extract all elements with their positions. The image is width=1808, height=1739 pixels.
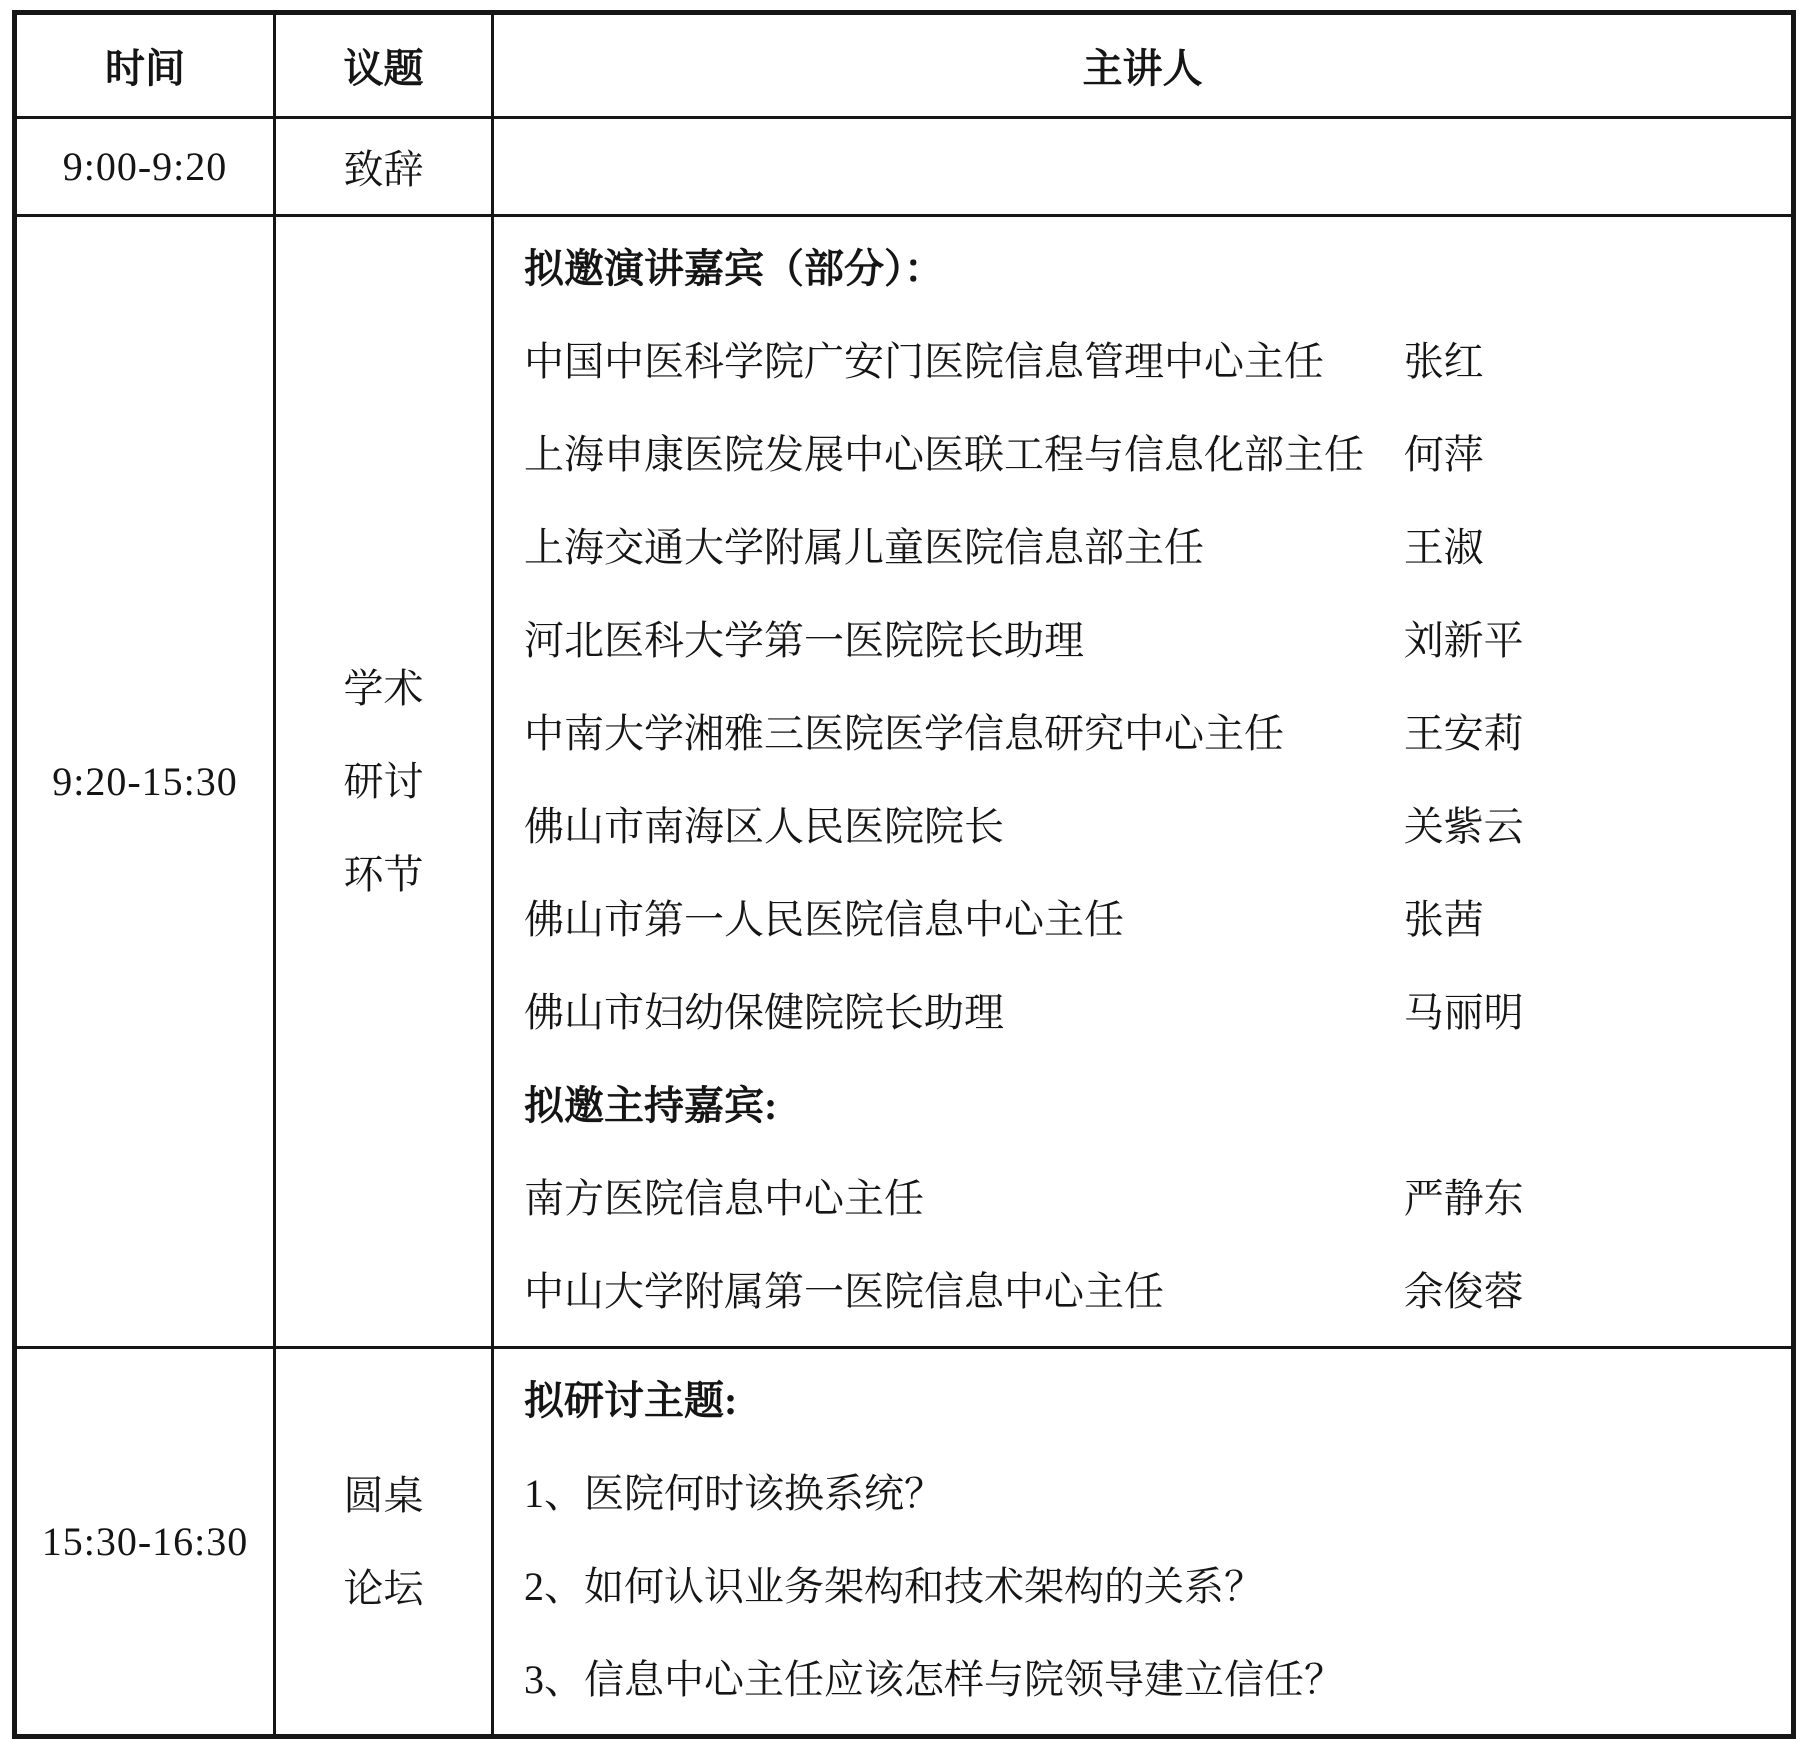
- speaker-org: 上海申康医院发展中心医联工程与信息化部主任: [524, 432, 1364, 477]
- speaker-name: 张茜: [1403, 897, 1484, 942]
- host-line: [524, 1245, 1763, 1338]
- academic-topic: [275, 216, 493, 1348]
- speaker-name: 王淑: [1403, 525, 1484, 570]
- host-name: 余俊蓉: [1403, 1269, 1524, 1314]
- theme-line: 1、医院何时该换系统？: [524, 1471, 944, 1516]
- roundtable-topic: [275, 1348, 493, 1737]
- speaker-line: [524, 315, 1763, 408]
- row-roundtable: [15, 1348, 1794, 1737]
- roundtable-content-cell: [493, 1348, 1794, 1737]
- academic-time: 9:20-15:30: [15, 216, 275, 1348]
- speaker-org: 上海交通大学附属儿童医院信息部主任: [524, 525, 1204, 570]
- host-line: [524, 1152, 1763, 1245]
- speaker-org: 河北医科大学第一医院院长助理: [524, 618, 1084, 663]
- speaker-org: 佛山市第一人民医院信息中心主任: [524, 897, 1124, 942]
- roundtable-time: 15:30-16:30: [15, 1348, 275, 1737]
- speaker-org: 佛山市南海区人民医院院长: [524, 804, 1004, 849]
- speaker-name: 张红: [1403, 339, 1484, 384]
- speakers-heading: 拟邀演讲嘉宾（部分）：: [524, 246, 944, 291]
- speaker-org: 佛山市妇幼保健院院长助理: [524, 990, 1004, 1035]
- speaker-name: 马丽明: [1403, 990, 1524, 1035]
- row-opening: [15, 118, 1794, 216]
- column-header-time: 时间: [15, 13, 275, 118]
- speaker-line: [524, 501, 1763, 594]
- themes-heading: 拟研讨主题:: [524, 1378, 738, 1423]
- academic-topic-line: 环节: [343, 852, 424, 897]
- row-academic-session: [15, 216, 1794, 1348]
- speaker-org: 中国中医科学院广安门医院信息管理中心主任: [524, 339, 1324, 384]
- academic-topic-line: 学术: [343, 666, 424, 711]
- theme-line: 2、如何认识业务架构和技术架构的关系？: [524, 1564, 1264, 1609]
- host-org: 南方医院信息中心主任: [524, 1176, 924, 1221]
- opening-speaker-cell: [493, 118, 1794, 216]
- speaker-line: [524, 873, 1763, 966]
- opening-topic: 致辞: [275, 118, 493, 216]
- speaker-line: [524, 408, 1763, 501]
- column-header-topic: 议题: [275, 13, 493, 118]
- speaker-name: 刘新平: [1403, 618, 1524, 663]
- speaker-name: 王安莉: [1403, 711, 1524, 756]
- academic-topic-line: 研讨: [343, 759, 424, 804]
- academic-content-cell: [493, 216, 1794, 1348]
- opening-time: 9:00-9:20: [15, 118, 275, 216]
- speaker-name: 何萍: [1403, 432, 1484, 477]
- header-row: [15, 13, 1794, 118]
- hosts-heading: 拟邀主持嘉宾:: [524, 1083, 778, 1128]
- agenda-table: [12, 10, 1796, 1739]
- speaker-name: 关紫云: [1403, 804, 1524, 849]
- roundtable-topic-line: 论坛: [343, 1565, 424, 1611]
- host-name: 严静东: [1403, 1176, 1524, 1221]
- speaker-line: [524, 780, 1763, 873]
- roundtable-topic-line: 圆桌: [343, 1472, 424, 1518]
- column-header-speaker: 主讲人: [493, 13, 1794, 118]
- speaker-org: 中南大学湘雅三医院医学信息研究中心主任: [524, 711, 1284, 756]
- theme-line: 3、信息中心主任应该怎样与院领导建立信任？: [524, 1657, 1344, 1702]
- speaker-line: [524, 966, 1763, 1059]
- speaker-line: [524, 594, 1763, 687]
- speaker-line: [524, 687, 1763, 780]
- host-org: 中山大学附属第一医院信息中心主任: [524, 1269, 1164, 1314]
